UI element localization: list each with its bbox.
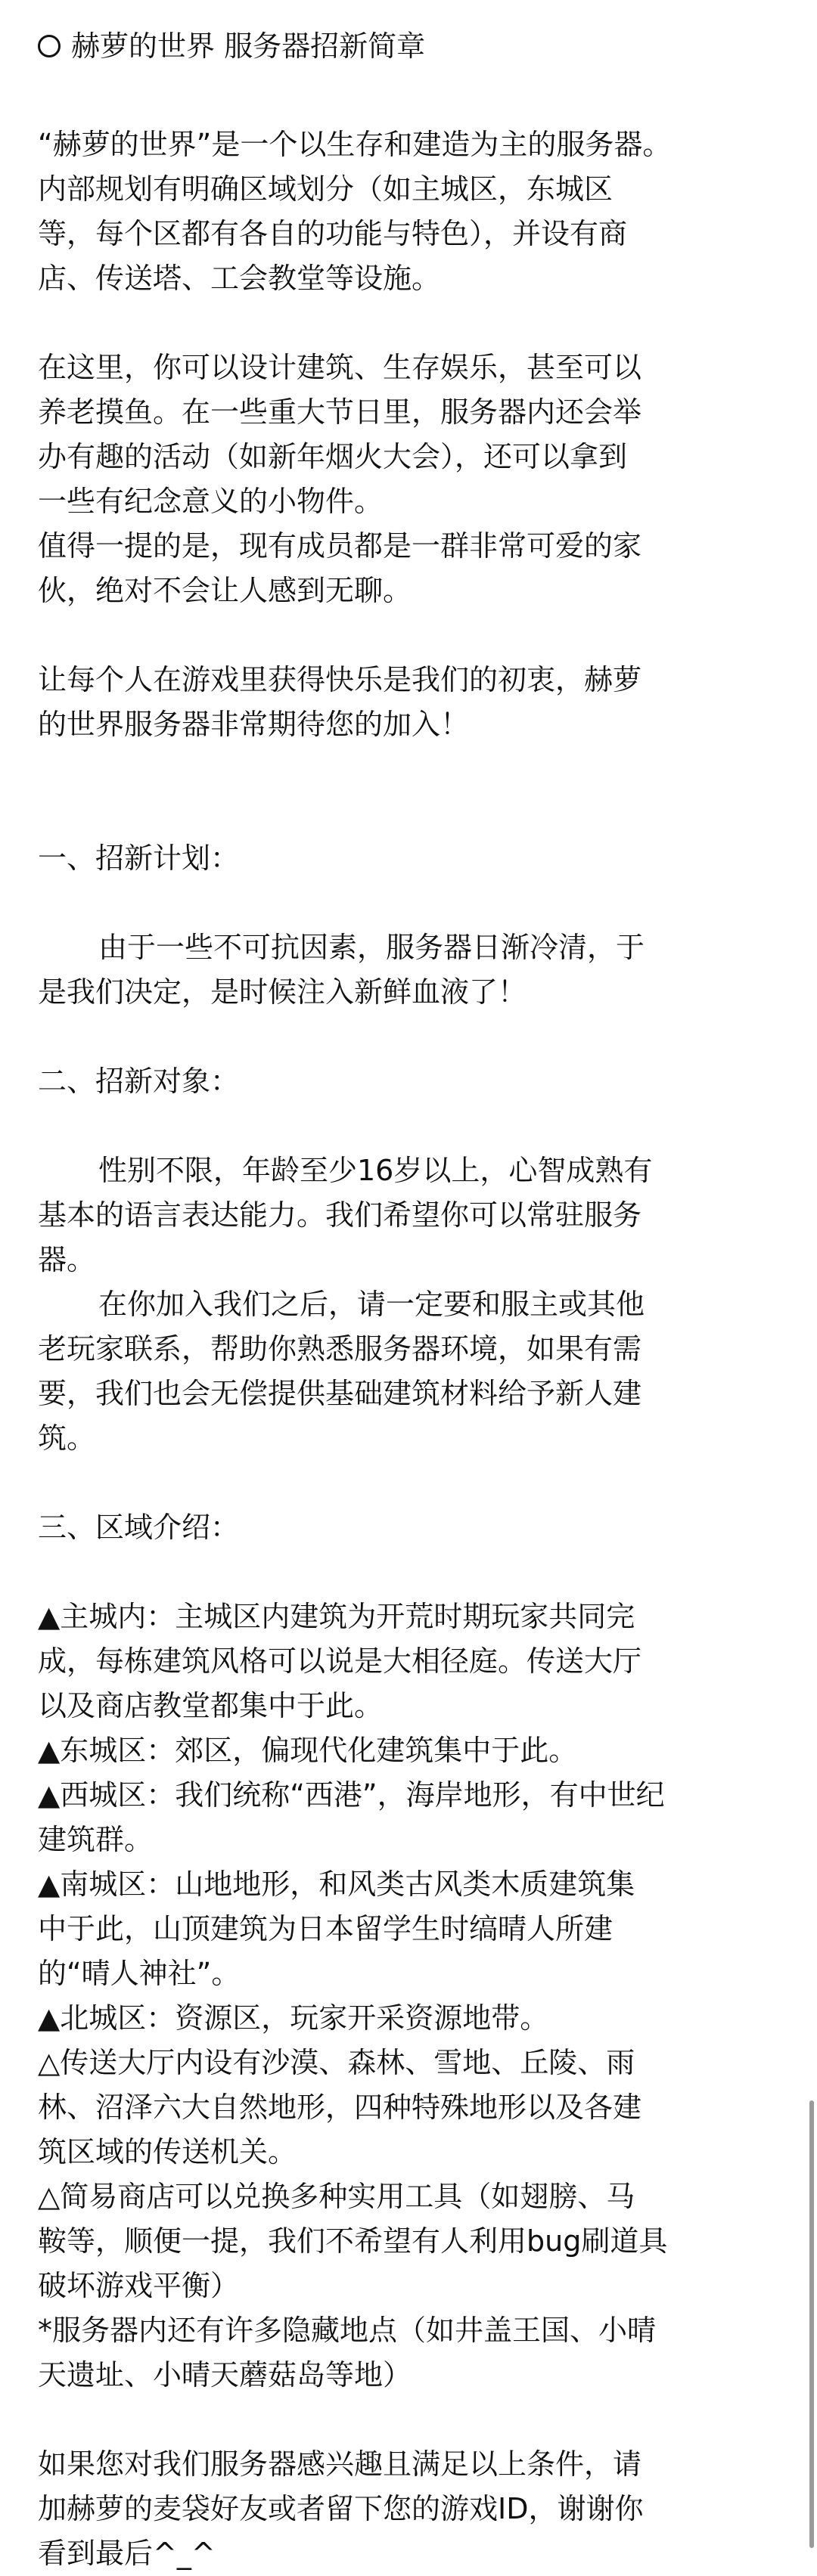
text-line: 鞍等，顺便一提，我们不希望有人利用bug刷道具 (38, 2224, 668, 2258)
text-line: ▲东城区：郊区，偏现代化建筑集中于此。 (38, 1734, 578, 1767)
text-line: 办有趣的活动（如新年烟火大会），还可以拿到 (38, 440, 628, 473)
text-line: 成，每栋建筑风格可以说是大相径庭。传送大厅 (38, 1644, 642, 1678)
text-line: 如果您对我们服务器感兴趣且满足以上条件，请 (38, 2447, 642, 2481)
circle-icon (38, 35, 61, 57)
title-row (38, 20, 799, 73)
spacer (38, 1104, 799, 1149)
spacer (38, 2398, 799, 2442)
spacer (38, 1550, 799, 1595)
text-line: 要，我们也会无偿提供基础建筑材料给予新人建 (38, 1377, 642, 1410)
text-line: ▲西城区：我们统称“西港”，海岸地形，有中世纪 (38, 1778, 665, 1812)
features-paragraph (38, 346, 799, 613)
text-line: ▲主城内：主城区内建筑为开荒时期玩家共同完 (38, 1600, 635, 1633)
text-line: △传送大厅内设有沙漠、森林、雪地、丘陵、雨 (38, 2046, 635, 2079)
text-line: 的世界服务器非常期待您的加入！ (38, 708, 470, 741)
section-recruitment-plan (38, 836, 799, 1015)
spacer (38, 613, 799, 658)
text-line: 以及商店教堂都集中于此。 (38, 1689, 384, 1722)
text-line: 等，每个区都有各自的功能与特色），并设有商 (38, 217, 628, 250)
section-recruitment-target (38, 1059, 799, 1461)
text-line: ▲南城区：山地地形，和风类古风类木质建筑集 (38, 1868, 635, 1901)
text-line: 在这里，你可以设计建筑、生存娱乐，甚至可以 (38, 351, 642, 384)
text-line: 的“晴人神社”。 (38, 1957, 241, 1990)
text-line: 破坏游戏平衡） (38, 2269, 240, 2302)
spacer (38, 881, 799, 925)
spacer (38, 1461, 799, 1505)
text-line: 建筑群。 (38, 1823, 154, 1856)
section-area-intro (38, 1505, 799, 2398)
text-line: 筑。 (38, 1421, 96, 1455)
text-line: 让每个人在游戏里获得快乐是我们的初衷，赫萝 (38, 663, 642, 696)
text-line: 店、传送塔、工会教堂等设施。 (38, 262, 441, 295)
text-line: 是我们决定，是时候注入新鲜血液了！ (38, 975, 527, 1009)
text-line: 性别不限，年龄至少16岁以上，心智成熟有 (98, 1154, 653, 1187)
text-line: 伙，绝对不会让人感到无聊。 (38, 574, 412, 607)
text-line: 由于一些不可抗因素，服务器日渐冷清，于 (98, 931, 645, 964)
text-line: 看到最后^_^ (38, 2537, 216, 2570)
text-line: 在你加入我们之后，请一定要和服主或其他 (98, 1288, 645, 1321)
text-line: 内部规划有明确区域划分（如主城区，东城区 (38, 172, 614, 206)
text-line: 林、沼泽六大自然地形，四种特殊地形以及各建 (38, 2091, 642, 2124)
section-heading: 二、招新对象： (38, 1065, 240, 1098)
text-line: 筑区域的传送机关。 (38, 2135, 297, 2168)
text-line: ▲北城区：资源区，玩家开采资源地带。 (38, 2001, 549, 2035)
mission-paragraph (38, 658, 799, 747)
text-line: 中于此，山顶建筑为日本留学生时缟晴人所建 (38, 1912, 614, 1945)
text-line: 天遗址、小晴天蘑菇岛等地） (38, 2358, 412, 2392)
text-line: △简易商店可以兑换多种实用工具（如翅膀、马 (38, 2180, 635, 2213)
text-line: 加赫萝的麦袋好友或者留下您的游戏ID，谢谢你 (38, 2492, 644, 2525)
text-line: 养老摸鱼。在一些重大节日里，服务器内还会举 (38, 395, 642, 429)
text-line: 老玩家联系，帮助你熟悉服务器环境，如果有需 (38, 1332, 642, 1365)
text-line: 值得一提的是，现有成员都是一群非常可爱的家 (38, 529, 642, 563)
text-line: 一些有纪念意义的小物件。 (38, 485, 384, 518)
spacer (38, 747, 799, 836)
spacer (38, 301, 799, 346)
text-line: “赫萝的世界”是一个以生存和建造为主的服务器。 (38, 128, 672, 161)
text-line: 器。 (38, 1243, 96, 1276)
section-heading: 一、招新计划： (38, 842, 240, 875)
text-line: 基本的语言表达能力。我们希望你可以常驻服务 (38, 1198, 642, 1232)
text-line: *服务器内还有许多隐藏地点（如井盖王国、小晴 (38, 2314, 657, 2347)
scrollbar[interactable] (809, 2100, 814, 2548)
section-heading: 三、区域介绍： (38, 1511, 240, 1544)
closing-paragraph (38, 2442, 799, 2576)
spacer (38, 1015, 799, 1059)
intro-paragraph (38, 122, 799, 301)
page-title: 赫萝的世界 服务器招新简章 (71, 29, 426, 63)
